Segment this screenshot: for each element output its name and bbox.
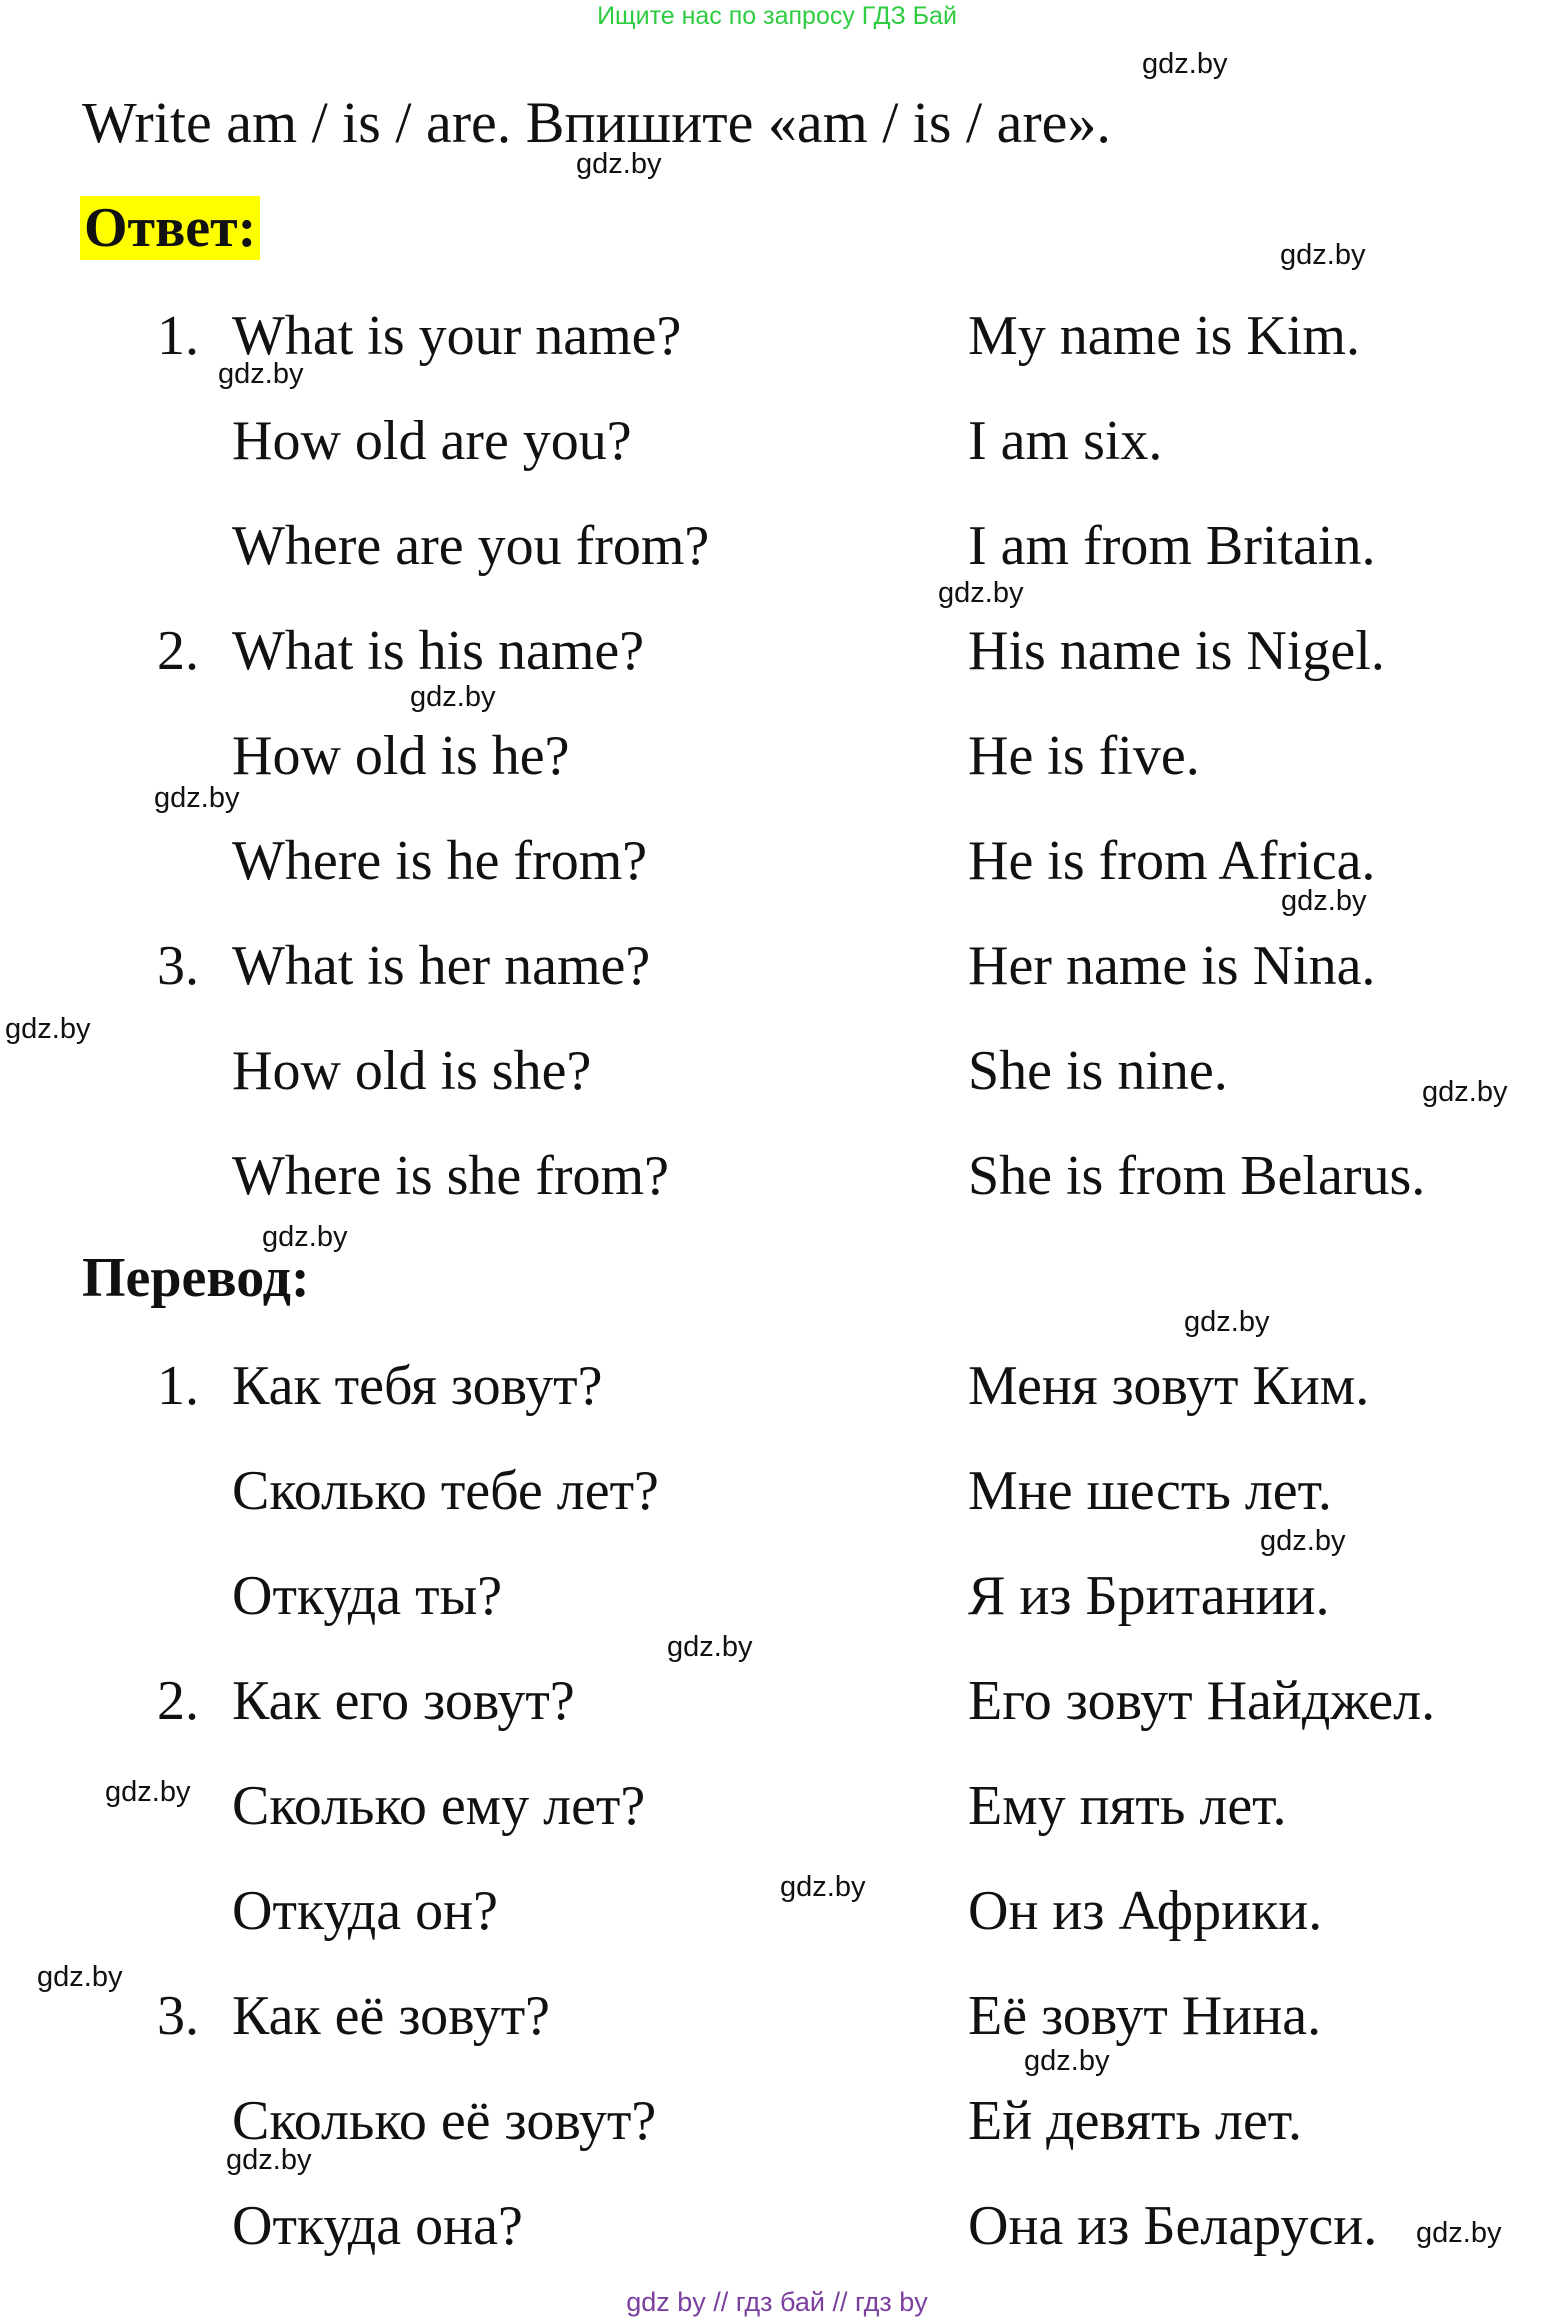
watermark: gdz.by [780, 1871, 866, 1903]
answer-row [0, 506, 1554, 586]
translation-row [0, 1976, 1554, 2056]
watermark: gdz.by [576, 148, 662, 180]
answer-text: Ему пять лет. [968, 1775, 1287, 1837]
translation-heading: Перевод: [82, 1247, 310, 1309]
question-text: Where is he from? [232, 830, 648, 892]
translation-row [0, 1556, 1554, 1636]
task-title: Write am / is / are. Впишите «am / is / are». [82, 90, 1111, 155]
answer-row [0, 1031, 1554, 1111]
question-text: Where are you from? [232, 515, 710, 577]
item-number: 2. [157, 1670, 199, 1732]
question-text: How old is she? [232, 1040, 592, 1102]
watermark: gdz.by [1184, 1306, 1270, 1338]
answer-text: He is five. [968, 725, 1200, 787]
watermark: gdz.by [410, 681, 496, 713]
question-text: Сколько тебе лет? [232, 1460, 659, 1522]
watermark: gdz.by [154, 782, 240, 814]
watermark: gdz.by [262, 1221, 348, 1253]
top-banner: Ищите нас по запросу ГДЗ Бай [597, 2, 957, 30]
item-number: 1. [157, 305, 199, 367]
watermark: gdz.by [218, 358, 304, 390]
question-text: How old are you? [232, 410, 632, 472]
watermark: gdz.by [1281, 885, 1367, 917]
item-number: 2. [157, 620, 199, 682]
answer-text: Ей девять лет. [968, 2090, 1303, 2152]
question-text: Откуда она? [232, 2195, 523, 2257]
answer-text: My name is Kim. [968, 305, 1360, 367]
translation-row [0, 1346, 1554, 1426]
answer-text: Я из Британии. [968, 1565, 1330, 1627]
question-text: Where is she from? [232, 1145, 669, 1207]
question-text: What is her name? [232, 935, 651, 997]
answer-text: His name is Nigel. [968, 620, 1385, 682]
question-text: Откуда он? [232, 1880, 498, 1942]
watermark: gdz.by [667, 1631, 753, 1663]
question-text: Сколько ему лет? [232, 1775, 646, 1837]
watermark: gdz.by [1260, 1525, 1346, 1557]
item-number: 3. [157, 935, 199, 997]
answer-text: Его зовут Найджел. [968, 1670, 1436, 1732]
translation-row [0, 1661, 1554, 1741]
answer-text: Меня зовут Ким. [968, 1355, 1370, 1417]
answer-row [0, 401, 1554, 481]
question-text: Откуда ты? [232, 1565, 503, 1627]
answer-text: I am six. [968, 410, 1163, 472]
watermark: gdz.by [1416, 2217, 1502, 2249]
answer-text: Her name is Nina. [968, 935, 1376, 997]
watermark: gdz.by [5, 1013, 91, 1045]
watermark: gdz.by [938, 577, 1024, 609]
question-text: How old is he? [232, 725, 570, 787]
question-text: Как тебя зовут? [232, 1355, 603, 1417]
answer-text: I am from Britain. [968, 515, 1376, 577]
answer-text: Её зовут Нина. [968, 1985, 1322, 2047]
question-text: What is your name? [232, 305, 682, 367]
question-text: What is his name? [232, 620, 645, 682]
watermark: gdz.by [1280, 239, 1366, 271]
answer-row [0, 1136, 1554, 1216]
watermark: gdz.by [37, 1961, 123, 1993]
question-text: Как его зовут? [232, 1670, 575, 1732]
answer-row [0, 926, 1554, 1006]
answer-text: He is from Africa. [968, 830, 1376, 892]
translation-row [0, 2186, 1554, 2266]
translation-row [0, 1871, 1554, 1951]
translation-row [0, 1766, 1554, 1846]
watermark: gdz.by [226, 2144, 312, 2176]
watermark: gdz.by [105, 1776, 191, 1808]
watermark: gdz.by [1024, 2045, 1110, 2077]
answer-text: Она из Беларуси. [968, 2195, 1378, 2257]
answer-text: She is nine. [968, 1040, 1228, 1102]
answer-text: Мне шесть лет. [968, 1460, 1332, 1522]
watermark: gdz.by [1142, 48, 1228, 80]
item-number: 3. [157, 1985, 199, 2047]
answer-heading: Ответ: [80, 196, 260, 260]
watermark: gdz.by [1422, 1076, 1508, 1108]
translation-row [0, 1451, 1554, 1531]
question-text: Сколько её зовут? [232, 2090, 657, 2152]
answer-text: She is from Belarus. [968, 1145, 1426, 1207]
question-text: Как её зовут? [232, 1985, 551, 2047]
bottom-banner: gdz by // гдз бай // гдз by [626, 2287, 928, 2317]
answer-row [0, 611, 1554, 691]
answer-text: Он из Африки. [968, 1880, 1323, 1942]
item-number: 1. [157, 1355, 199, 1417]
